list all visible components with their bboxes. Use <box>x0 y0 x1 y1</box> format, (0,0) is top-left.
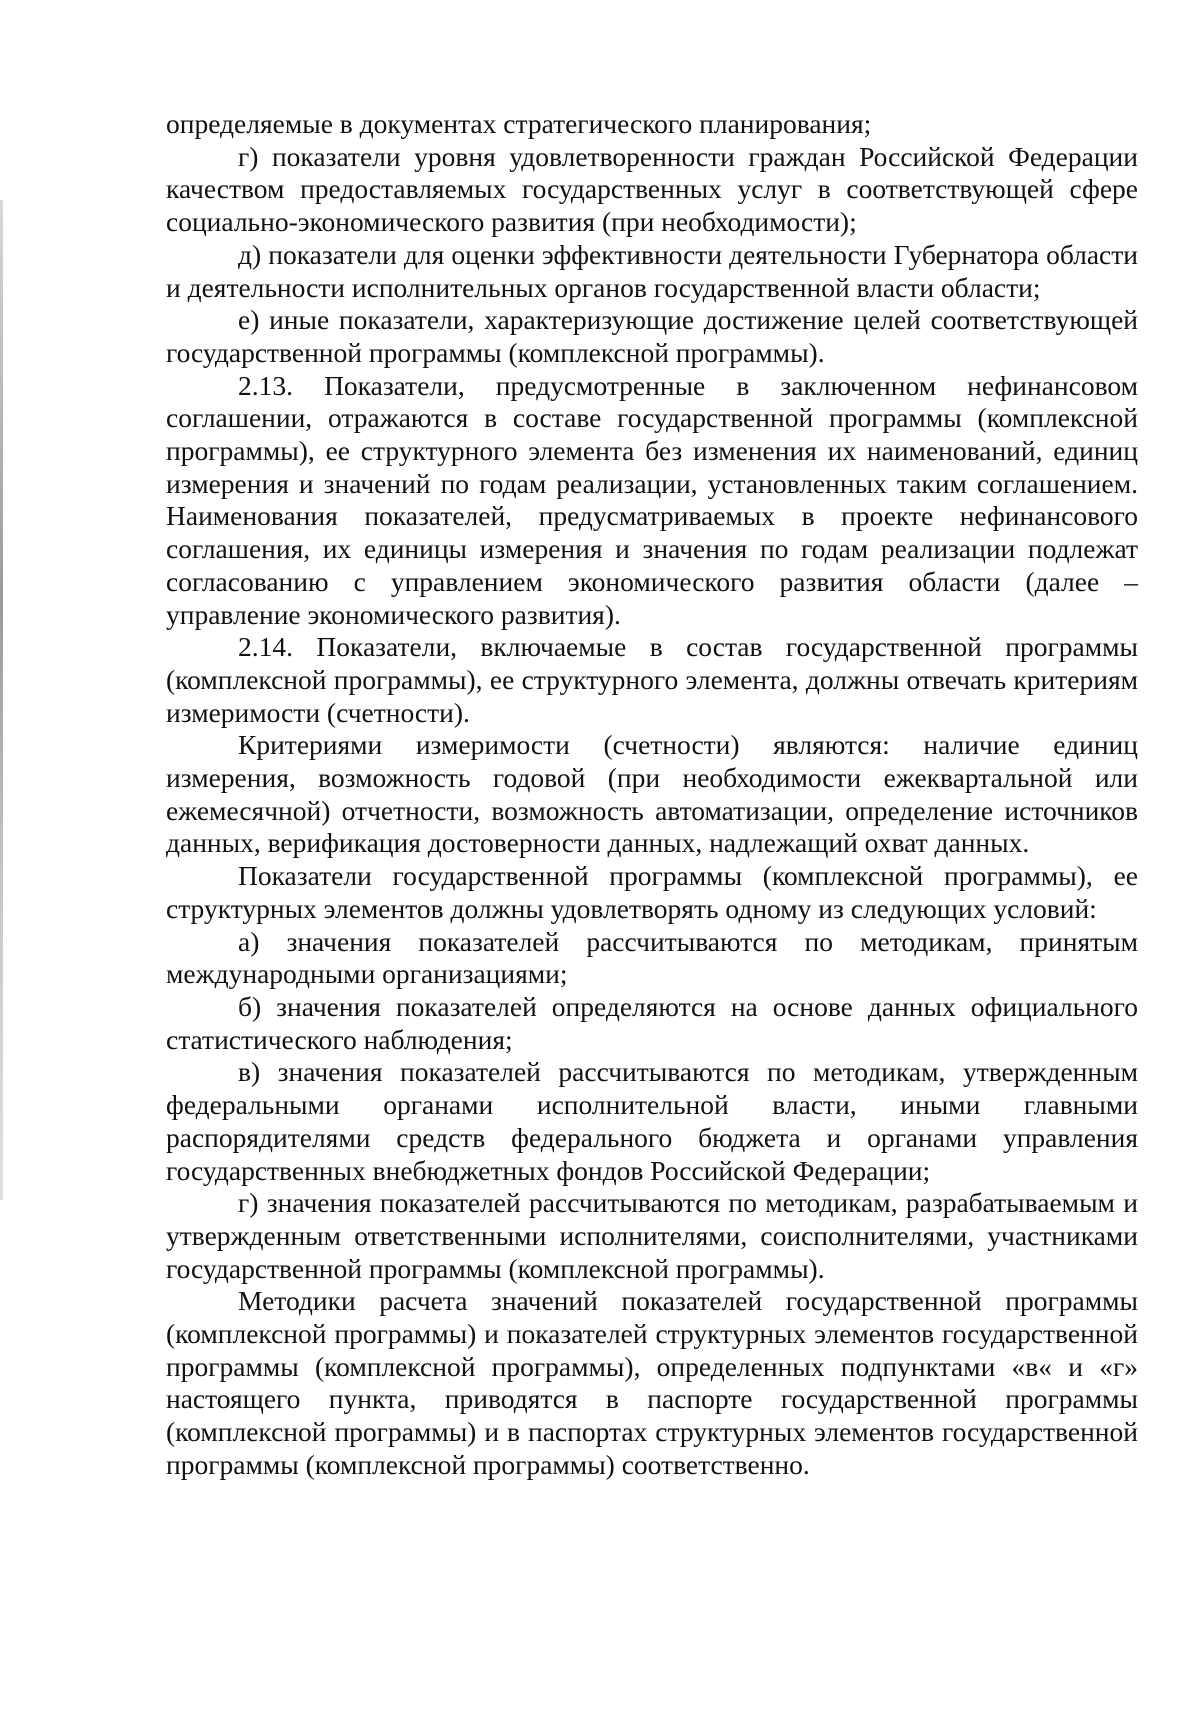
paragraph-conditions-intro: Показатели государственной программы (комплексной программы), ее структурных элементов должны удовлетворять одному из следующих условий: <box>166 860 1138 924</box>
paragraph-clause-2-13: 2.13. Показатели, предусмотренные в заключенном нефинансовом соглашении, отражаются в составе государственной программы (комплексной программы), ее структурного элемента без изменения их наименований, единиц измерения и значений по годам реализации, установленных таким соглашением. Наименования показателей, предусматриваемых в проекте нефинансового соглашения, их единицы измерения и значения по годам реализации подлежат согласованию с управлением экономического развития области (далее – управление экономического развития). <box>166 369 1138 630</box>
paragraph-clause-2-14: 2.14. Показатели, включаемые в состав государственной программы (комплексной программы), ее структурного элемента, должны отвечать критериям измеримости (счетности). <box>166 631 1138 728</box>
paragraph-item-e-other: е) иные показатели, характеризующие достижение целей соответствующей государственной программы (комплексной программы). <box>166 304 1138 368</box>
paragraph-measurability-criteria: Критериями измеримости (счетности) являются: наличие единиц измерения, возможность годовой (при необходимости ежеквартальной или ежемесячной) отчетности, возможность автоматизации, определение источников данных, верификация достоверности данных, надлежащий охват данных. <box>166 729 1138 859</box>
paragraph-condition-g: г) значения показателей рассчитываются по методикам, разрабатываемым и утвержденным ответственными исполнителями, соисполнителями, участниками государственной программы (комплексной программы). <box>166 1187 1138 1284</box>
document-page <box>166 108 1138 1482</box>
paragraph-item-g-satisfaction: г) показатели уровня удовлетворенности граждан Российской Федерации качеством предоставляемых государственных услуг в соответствующей сфере социально-экономического развития (при необходимости); <box>166 140 1138 238</box>
paragraph-continuation: определяемые в документах стратегического планирования; <box>166 108 872 139</box>
paragraph-condition-v: в) значения показателей рассчитываются по методикам, утвержденным федеральными органами исполнительной власти, иными главными распорядителями средств федерального бюджета и органами управления государственных внебюджетных фондов Российской Федерации; <box>166 1056 1138 1186</box>
paragraph-methodologies: Методики расчета значений показателей государственной программы (комплексной программы) и показателей структурных элементов государственной программы (комплексной программы), определенных подпунктами «в« и «г» настоящего пункта, приводятся в паспорте государственной программы (комплексной программы) и в паспортах структурных элементов государственной программы (комплексной программы) соответственно. <box>166 1285 1138 1480</box>
paragraph-condition-a: а) значения показателей рассчитываются по методикам, принятым международными организациями; <box>166 925 1138 990</box>
scan-edge-shadow <box>0 200 3 1200</box>
paragraph-item-d-efficiency: д) показатели для оценки эффективности деятельности Губернатора области и деятельности исполнительных органов государственной власти области; <box>166 238 1138 303</box>
paragraph-condition-b: б) значения показателей определяются на основе данных официального статистического наблюдения; <box>166 990 1138 1055</box>
